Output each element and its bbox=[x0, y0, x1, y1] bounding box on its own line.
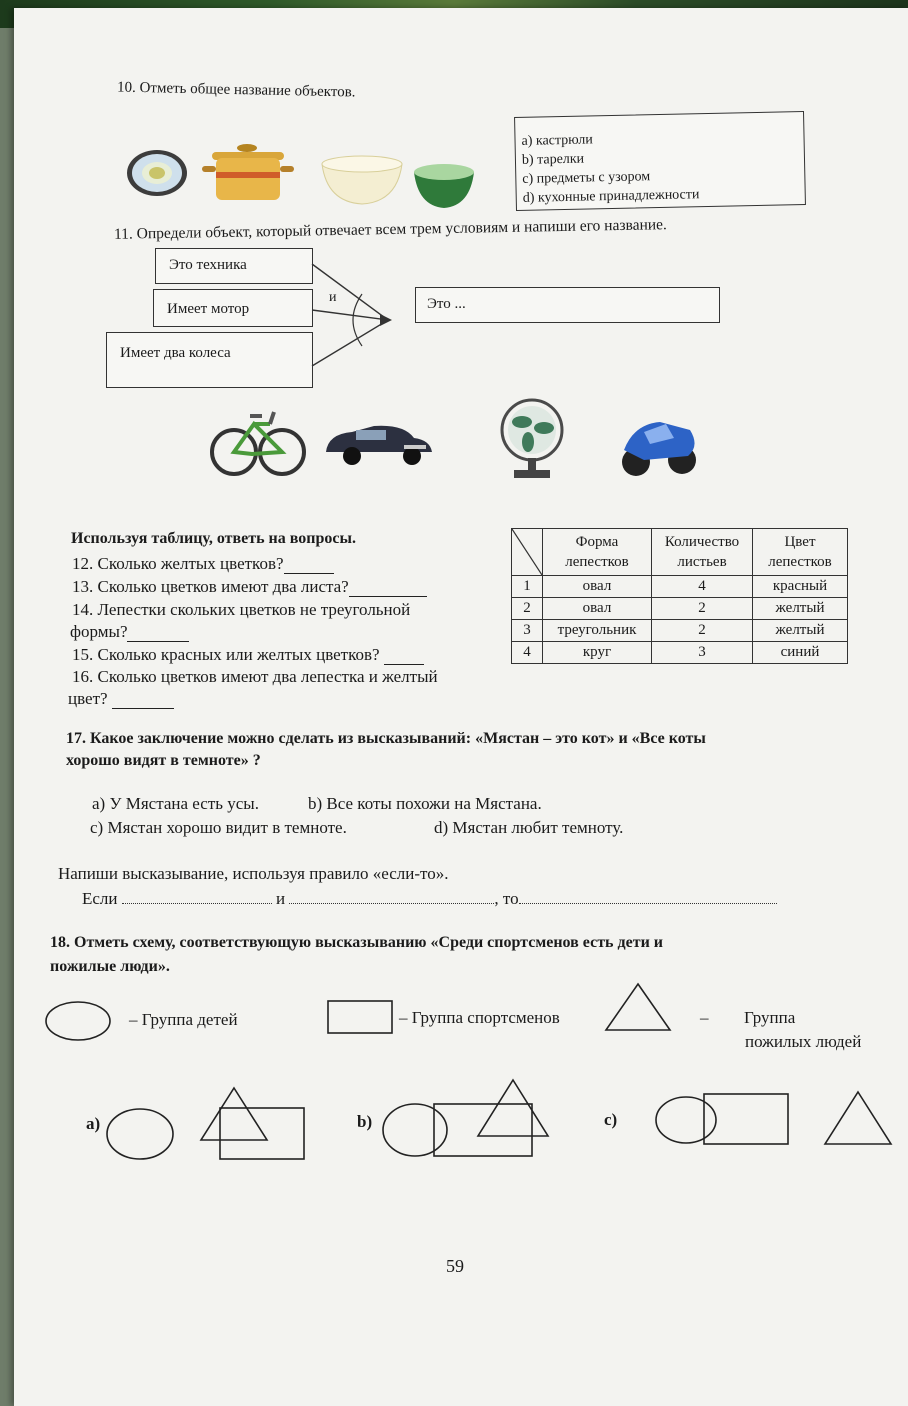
table-row: 2 овал 2 желтый bbox=[512, 598, 848, 620]
q17-option-c[interactable]: c) Мястан хорошо видит в темноте. bbox=[90, 818, 347, 837]
option-a-label[interactable]: a) bbox=[86, 1114, 101, 1133]
pot-icon bbox=[202, 144, 294, 200]
legend-elderly-1: Группа bbox=[744, 1008, 796, 1027]
q10-option-c[interactable]: c) предметы с узором bbox=[522, 169, 651, 187]
question-14-cont: формы? bbox=[70, 622, 189, 642]
question-13: 13. Сколько цветков имеют два листа? bbox=[72, 577, 427, 597]
bowl-green-icon bbox=[414, 164, 474, 208]
header-leaves: Количество листьев bbox=[652, 529, 753, 576]
q17-option-a[interactable]: a) У Мястана есть усы. bbox=[92, 794, 259, 813]
q11-connector: и bbox=[329, 290, 337, 305]
table-row: 3 треугольник 2 желтый bbox=[512, 620, 848, 642]
q17-line2: хорошо видят в темноте» ? bbox=[66, 752, 261, 769]
bowl-white-icon bbox=[322, 156, 402, 204]
bicycle-icon bbox=[212, 412, 304, 474]
table-row: 1 овал 4 красный bbox=[512, 576, 848, 598]
table-row: 4 круг 3 синий bbox=[512, 642, 848, 664]
q10-option-a[interactable]: a) кастрюли bbox=[521, 132, 593, 149]
question-12: 12. Сколько желтых цветков? bbox=[72, 554, 334, 574]
q10-option-d[interactable]: d) кухонные принадлежности bbox=[522, 187, 700, 206]
q10-images bbox=[122, 136, 482, 216]
square-legend-icon bbox=[326, 998, 396, 1038]
option-c-label[interactable]: c) bbox=[604, 1110, 618, 1129]
q11-condition-2: Имеет мотор bbox=[153, 289, 313, 327]
legend-sportsmen: – Группа спортсменов bbox=[399, 1008, 560, 1027]
q11-answer-box[interactable]: Это ... bbox=[415, 287, 720, 323]
legend-children: – Группа детей bbox=[129, 1010, 238, 1029]
q11-title: 11. Определи объект, который отвечает всем трем условиям и напиши его название. bbox=[113, 216, 668, 243]
question-14: 14. Лепестки скольких цветков не треугольной bbox=[72, 600, 411, 619]
car-icon bbox=[326, 426, 432, 465]
scheme-b-diagram[interactable] bbox=[379, 1076, 559, 1166]
ifthen-title: Напиши высказывание, используя правило «если-то». bbox=[58, 864, 449, 883]
q17-option-b[interactable]: b) Все коты похожи на Мястана. bbox=[308, 794, 542, 813]
motorcycle-icon bbox=[622, 422, 696, 476]
table-heading: Используя таблицу, ответь на вопросы. bbox=[71, 530, 356, 547]
scheme-a-diagram[interactable] bbox=[104, 1080, 314, 1170]
q18-line2: пожилые люди». bbox=[50, 958, 170, 975]
page-number: 59 bbox=[446, 1256, 464, 1276]
table-corner-cell bbox=[512, 529, 543, 576]
q10-options-box bbox=[514, 111, 806, 211]
circle-legend-icon bbox=[42, 998, 114, 1044]
plate-icon bbox=[127, 150, 187, 196]
option-b-label[interactable]: b) bbox=[357, 1112, 373, 1131]
q11-condition-3: Имеет два колеса bbox=[106, 332, 313, 388]
q17-option-d[interactable]: d) Мястан любит темноту. bbox=[434, 818, 624, 837]
q10-title: 10. Отметь общее название объектов. bbox=[116, 79, 356, 101]
question-15: 15. Сколько красных или желтых цветков? bbox=[72, 645, 424, 665]
q11-arrows bbox=[310, 254, 420, 374]
triangle-legend-icon bbox=[604, 980, 676, 1034]
q18-line1: 18. Отметь схему, соответствующую высказыванию «Среди спортсменов есть дети и bbox=[50, 934, 664, 951]
legend-dash: – bbox=[700, 1008, 709, 1027]
question-16-cont: цвет? bbox=[68, 689, 174, 709]
legend-elderly-2: пожилых людей bbox=[745, 1032, 862, 1051]
flowers-table bbox=[511, 528, 848, 664]
header-color: Цвет лепестков bbox=[753, 529, 848, 576]
q11-condition-1: Это техника bbox=[155, 248, 313, 284]
q11-images bbox=[204, 390, 704, 490]
q17-line1: 17. Какое заключение можно сделать из высказываний: «Мястан – это кот» и «Все коты bbox=[66, 730, 706, 747]
q10-option-b[interactable]: b) тарелки bbox=[521, 151, 585, 168]
question-16: 16. Сколько цветков имеют два лепестка и желтый bbox=[72, 667, 438, 686]
ifthen-line[interactable]: Если и , то bbox=[82, 889, 777, 909]
scheme-c-diagram[interactable] bbox=[654, 1078, 898, 1164]
fan-icon bbox=[502, 400, 562, 478]
worksheet-page bbox=[14, 8, 908, 1406]
header-shape: Форма лепестков bbox=[543, 529, 652, 576]
